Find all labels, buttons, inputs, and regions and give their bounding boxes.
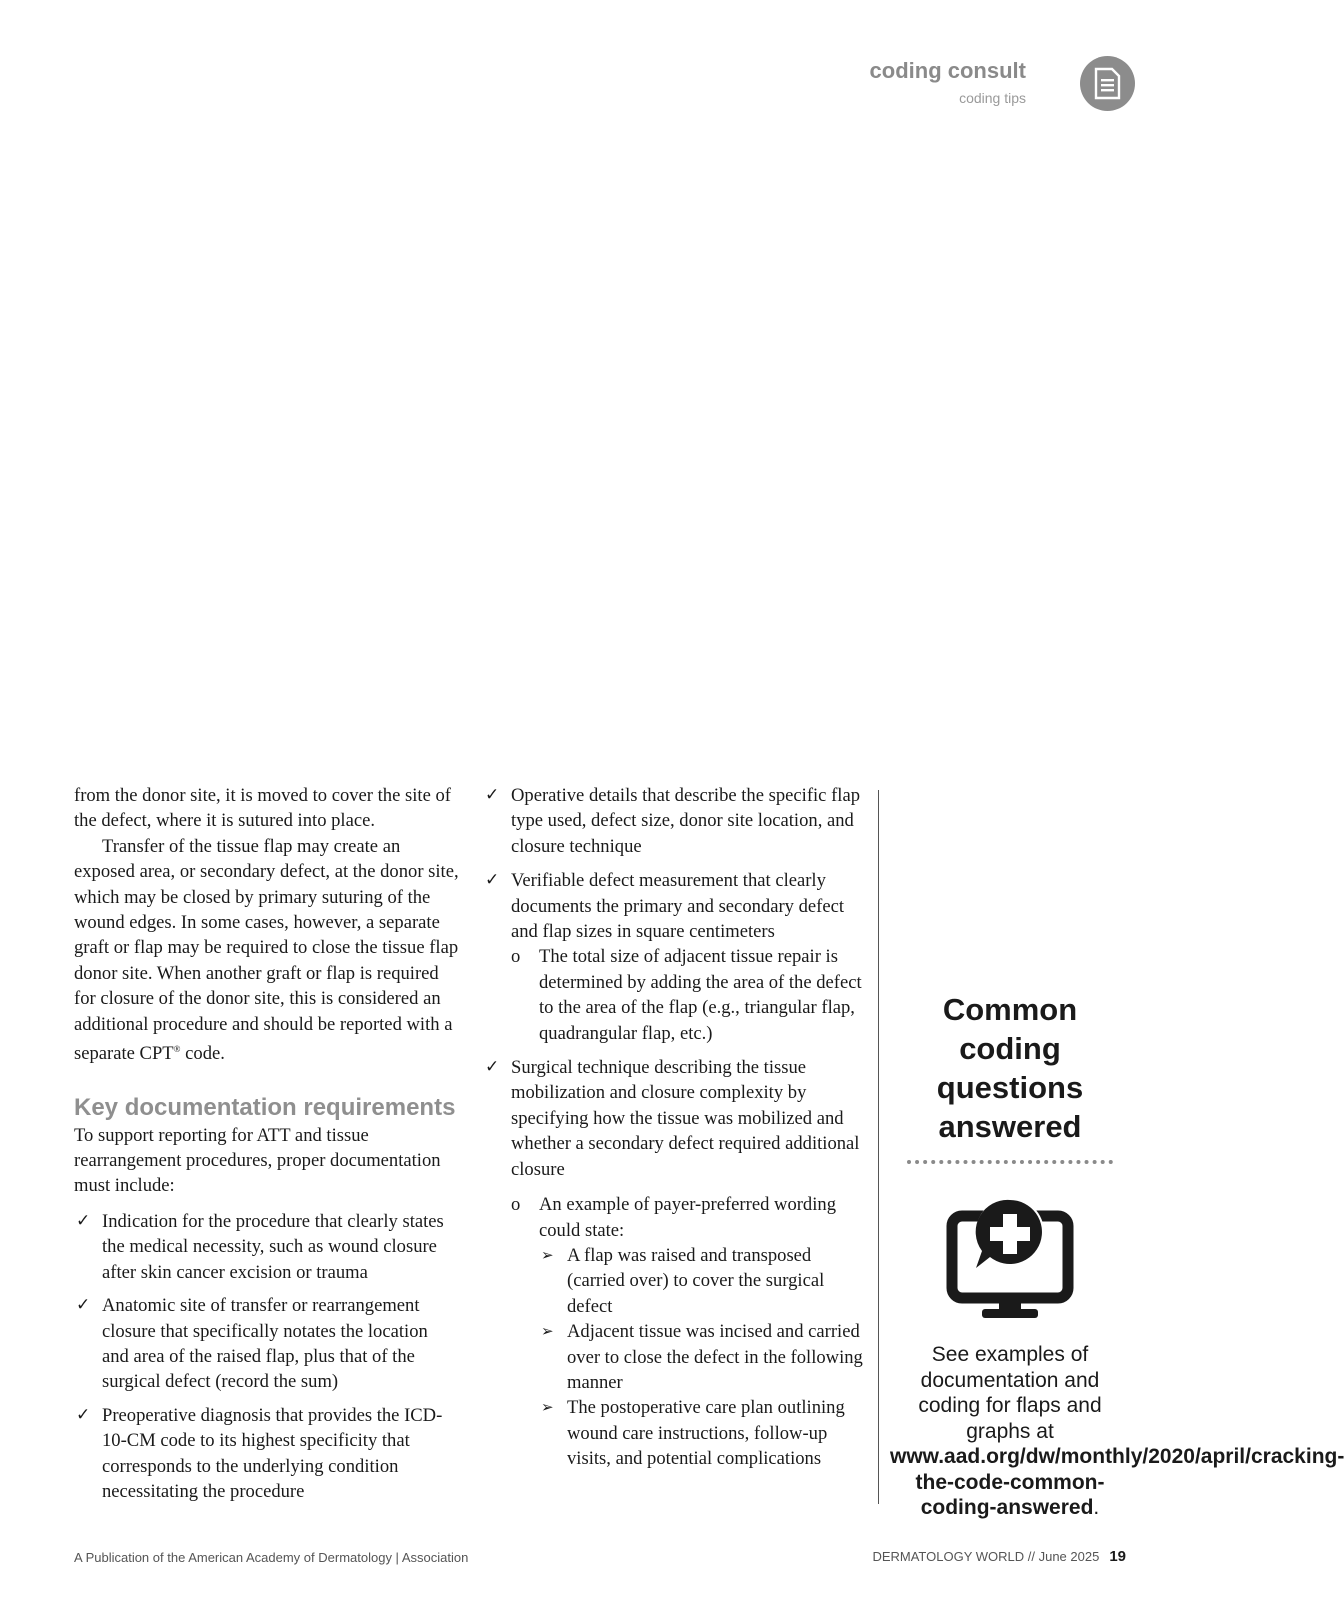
checklist xyxy=(483,783,871,1472)
list-item: ✓ Anatomic site of transfer or rearrangement closure that specifically notates the location and area of the raised flap, plus that of the surgical defect (record the sum) xyxy=(76,1295,428,1393)
sublist xyxy=(511,1192,871,1471)
sidebar-text: See examples of documentation and coding for flaps and graphs at www.aad.org/dw/monthly/2020/april/cracking-the-code-common-coding-answered. xyxy=(890,1343,1344,1519)
sidebar-link[interactable]: www.aad.org/dw/monthly/2020/april/cracking-the-code-common-coding-answered xyxy=(890,1445,1344,1519)
bullet-o-icon: o xyxy=(511,1194,521,1216)
list-item: ✓ Surgical technique describing the tissue mobilization and closure complexity by specifying how the tissue was mobilized and whether a secondary defect required additional closure o An example of payer-preferred wording could state: ➢ A flap was raised and transposed (carried over) to cover the surgical defect ➢ Adjacent tissue was incised and carried over to close the defect in the following manner ➢ The postoperative care plan outlining wound care instructions, follow-up visits, and potential complications xyxy=(483,1055,871,1472)
dotted-divider xyxy=(907,1160,1113,1164)
list-item: ✓ Indication for the procedure that clearly states the medical necessity, such as wound closure after skin cancer excision or trauma xyxy=(76,1210,444,1283)
bullet-o-icon: o xyxy=(511,946,521,968)
footer-publication: A Publication of the American Academy of Dermatology | Association xyxy=(74,1550,469,1565)
sidebar-title: Common coding questions answered xyxy=(936,992,1084,1144)
footer-magazine: DERMATOLOGY WORLD // June 2025 19 xyxy=(872,1548,1126,1565)
checkmark-icon: ✓ xyxy=(76,1295,91,1316)
checkmark-icon: ✓ xyxy=(76,1210,91,1231)
sublist-item: o An example of payer-preferred wording could state: ➢ A flap was raised and transposed (carried over) to cover the surgical defect ➢ Adjacent tissue was incised and carried over to close the defect in the following manner ➢ The postoperative care plan outlining wound care instructions, follow-up visits, and potential complications xyxy=(511,1192,871,1471)
paragraph: Transfer of the tissue flap may create an exposed area, or secondary defect, at the donor site, which may be closed by primary suturing of the wound edges. In some cases, however, a separate graft or flap may be required to close the tissue flap donor site. When another graft or flap is required for closure of the donor site, this is considered an additional procedure and should be reported with a separate CPT® code. xyxy=(74,835,459,1065)
arrow-bullet-icon: ➢ xyxy=(541,1245,554,1264)
checklist xyxy=(74,1209,459,1504)
column-divider xyxy=(878,790,879,1504)
middle-column xyxy=(483,783,871,1481)
list-item: ✓ Operative details that describe the specific flap type used, defect size, donor site location, and closure technique xyxy=(485,785,860,857)
sublist-item: o The total size of adjacent tissue repair is determined by adding the area of the defect to the area of the flap (e.g., triangular flap, quadrangular flap, etc.) xyxy=(511,946,862,1044)
sublist xyxy=(511,944,871,1046)
checkmark-icon: ✓ xyxy=(485,870,500,891)
arrow-item: ➢ A flap was raised and transposed (carried over) to cover the surgical defect xyxy=(541,1244,825,1317)
list-item: ✓ Verifiable defect measurement that clearly documents the primary and secondary defect and flap sizes in square centimeters o The total size of adjacent tissue repair is determined by adding the area of the defect to the area of the flap (e.g., triangular flap, quadrangular flap, etc.) xyxy=(483,868,871,1046)
checkmark-icon: ✓ xyxy=(76,1404,91,1425)
page-number: 19 xyxy=(1109,1548,1126,1565)
checkmark-icon: ✓ xyxy=(485,785,500,805)
subheading: Key documentation requirements xyxy=(74,1093,456,1121)
checkmark-icon: ✓ xyxy=(485,1057,500,1078)
section-title: coding consult xyxy=(869,58,1026,83)
list-item: ✓ Preoperative diagnosis that provides the ICD-10-CM code to its highest specificity that corresponds to the underlying condition necessitating the procedure xyxy=(76,1404,443,1502)
sidebar xyxy=(890,990,1344,1521)
document-icon xyxy=(1080,56,1135,111)
section-subtitle: coding tips xyxy=(959,90,1026,106)
left-column xyxy=(74,783,459,1512)
arrow-bullet-icon: ➢ xyxy=(541,1322,554,1341)
paragraph: from the donor site, it is moved to cover the site of the defect, where it is sutured into place. xyxy=(74,785,451,832)
arrow-item: ➢ Adjacent tissue was incised and carried over to close the defect in the following manner xyxy=(541,1321,863,1393)
monitor-medical-icon xyxy=(946,1190,1074,1322)
arrow-list xyxy=(539,1243,871,1472)
paragraph: To support reporting for ATT and tissue rearrangement procedures, proper documentation must include: xyxy=(74,1124,441,1197)
section-header xyxy=(870,58,1026,106)
arrow-bullet-icon: ➢ xyxy=(541,1398,554,1417)
arrow-item: ➢ The postoperative care plan outlining wound care instructions, follow-up visits, and potential complications xyxy=(541,1397,845,1470)
